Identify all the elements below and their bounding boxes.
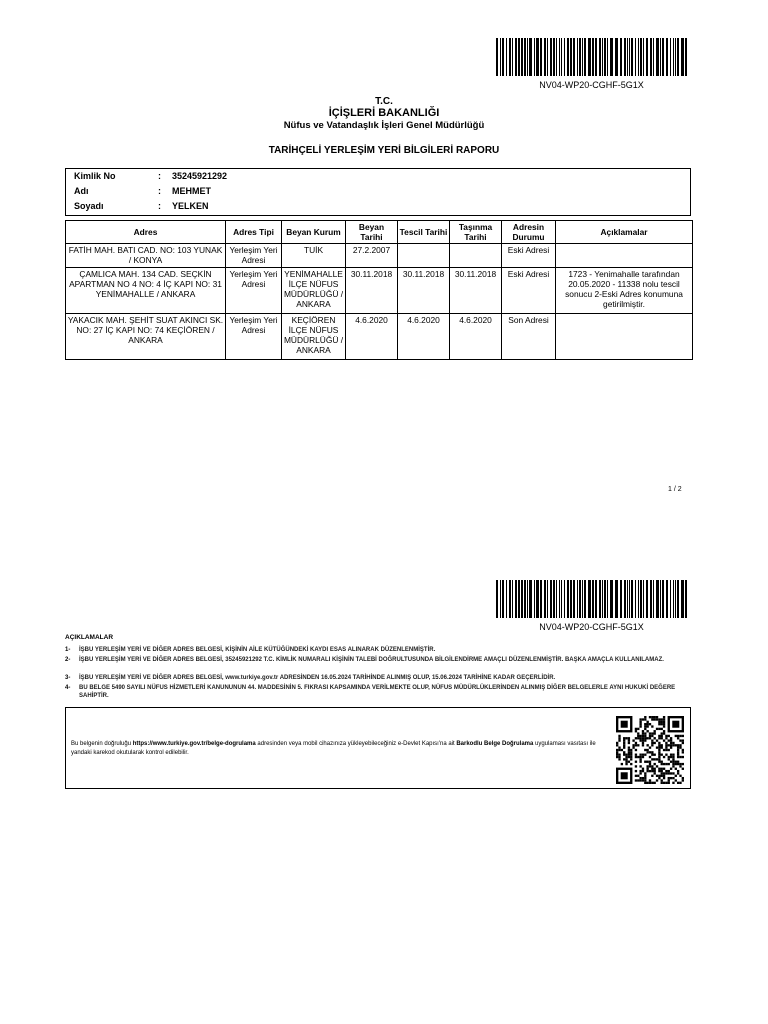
note-number: 1- bbox=[65, 647, 71, 653]
identity-box bbox=[65, 168, 691, 216]
cell-adresin-durumu: Eski Adresi bbox=[502, 244, 556, 268]
verification-text bbox=[71, 740, 611, 758]
cell-adres: YAKACIK MAH. ŞEHİT SUAT AKINCI SK. NO: 27 İÇ KAPI NO: 74 KEÇİÖREN / ANKARA bbox=[66, 314, 226, 360]
verification-box bbox=[65, 707, 691, 789]
notes-title: AÇIKLAMALAR bbox=[65, 634, 114, 641]
report-title: TARİHÇELİ YERLEŞİM YERİ BİLGİLERİ RAPORU bbox=[268, 145, 500, 156]
barcode-code-top: NV04-WP20-CGHF-5G1X bbox=[539, 80, 644, 90]
column-header-adresin-durumu: Adresin Durumu bbox=[502, 221, 556, 244]
cell-aciklamalar: 1723 - Yenimahalle tarafından 20.05.2020 - 11338 nolu tescil sonucu 2-Eski Adres konumuna getirilmiştir. bbox=[556, 268, 693, 314]
barcode-bottom bbox=[496, 580, 687, 618]
cell-beyan-kurum: TUİK bbox=[282, 244, 346, 268]
cell-beyan-kurum: KEÇİÖREN İLÇE NÜFUS MÜDÜRLÜĞÜ / ANKARA bbox=[282, 314, 346, 360]
verification-text-part: adresinden veya mobil cihazınıza yükleyebileceğiniz e-Devlet Kapısı'na ait bbox=[255, 741, 457, 747]
note-item bbox=[65, 685, 695, 701]
page-number: 1 / 2 bbox=[668, 486, 682, 493]
column-header-adres: Adres bbox=[66, 221, 226, 244]
table-row bbox=[66, 244, 693, 268]
verification-url[interactable]: https://www.turkiye.gov.tr/belge-dogrulama bbox=[132, 741, 256, 747]
verification-app-name: Barkodlu Belge Doğrulama bbox=[456, 741, 534, 747]
note-item bbox=[65, 657, 695, 673]
qr-code bbox=[616, 716, 684, 784]
identity-label: Kimlik No bbox=[74, 171, 116, 181]
identity-label: Soyadı bbox=[74, 201, 104, 211]
cell-aciklamalar bbox=[556, 244, 693, 268]
address-history-table bbox=[65, 220, 693, 360]
note-text: BU BELGE 5490 SAYILI NÜFUS HİZMETLERİ KANUNUNUN 44. MADDESİNİN 5. FIKRASI KAPSAMINDA VERİLMEKTE OLUP, NÜFUS MÜDÜRLÜKLERİNDEN ALINMIŞ DİĞER BELGELERLE AYNI HUKUKİ DEĞERE SAHİPTİR. bbox=[79, 685, 676, 699]
note-text: İŞBU YERLEŞİM YERİ VE DİĞER ADRES BELGESİ, www.turkiye.gov.tr ADRESİNDEN 16.05.2024 TARİHİNDE ALINMIŞ OLUP, 15.06.2024 TARİHİNE KADAR GEÇERLİDİR. bbox=[79, 675, 556, 681]
identity-value: 35245921292 bbox=[172, 171, 228, 181]
cell-aciklamalar bbox=[556, 314, 693, 360]
directorate-heading: Nüfus ve Vatandaşlık İşleri Genel Müdürlüğü bbox=[283, 120, 485, 131]
column-header-beyan-kurum: Beyan Kurum bbox=[282, 221, 346, 244]
identity-colon: : bbox=[158, 186, 161, 196]
cell-adres-tipi: Yerleşim Yeri Adresi bbox=[226, 244, 282, 268]
verification-text-part: uygulaması vasıtası ile yandaki karekod okutularak kontrol edilebilir. bbox=[71, 741, 596, 756]
note-number: 2- bbox=[65, 657, 71, 663]
cell-beyan-tarihi: 30.11.2018 bbox=[346, 268, 398, 314]
column-header-aciklamalar: Açıklamalar bbox=[556, 221, 693, 244]
note-number: 3- bbox=[65, 675, 71, 681]
column-header-beyan-tarihi: Beyan Tarihi bbox=[346, 221, 398, 244]
barcode-code-bottom: NV04-WP20-CGHF-5G1X bbox=[539, 622, 644, 632]
note-item bbox=[65, 675, 695, 683]
note-text: İŞBU YERLEŞİM YERİ VE DİĞER ADRES BELGESİ, KİŞİNİN AİLE KÜTÜĞÜNDEKİ KAYDI ESAS ALINARAK DÜZENLENMİŞTİR. bbox=[79, 647, 436, 653]
column-header-tescil-tarihi: Tescil Tarihi bbox=[398, 221, 450, 244]
column-header-tasinma-tarihi: Taşınma Tarihi bbox=[450, 221, 502, 244]
cell-adresin-durumu: Son Adresi bbox=[502, 314, 556, 360]
cell-adresin-durumu: Eski Adresi bbox=[502, 268, 556, 314]
identity-value: MEHMET bbox=[172, 186, 211, 196]
cell-adres-tipi: Yerleşim Yeri Adresi bbox=[226, 268, 282, 314]
cell-tasinma-tarihi: 4.6.2020 bbox=[450, 314, 502, 360]
identity-value: YELKEN bbox=[172, 201, 209, 211]
note-text: İŞBU YERLEŞİM YERİ VE DİĞER ADRES BELGESİ, 35245921292 T.C. KİMLİK NUMARALI KİŞİNİN TALEBİ DOĞRULTUSUNDA BİLGİLENDİRME AMAÇLI DÜZENLENMİŞTİR. BAŞKA AMAÇLA KULLANILAMAZ. bbox=[79, 657, 664, 663]
cell-tasinma-tarihi: 30.11.2018 bbox=[450, 268, 502, 314]
cell-tasinma-tarihi bbox=[450, 244, 502, 268]
table-row bbox=[66, 314, 693, 360]
identity-colon: : bbox=[158, 201, 161, 211]
cell-adres: ÇAMLICA MAH. 134 CAD. SEÇKİN APARTMAN NO 4 NO: 4 İÇ KAPI NO: 31 YENİMAHALLE / ANKARA bbox=[66, 268, 226, 314]
cell-tescil-tarihi bbox=[398, 244, 450, 268]
cell-adres-tipi: Yerleşim Yeri Adresi bbox=[226, 314, 282, 360]
note-item bbox=[65, 647, 695, 655]
identity-colon: : bbox=[158, 171, 161, 181]
ministry-heading: İÇİŞLERİ BAKANLIĞI bbox=[328, 107, 440, 119]
cell-adres: FATİH MAH. BATI CAD. NO: 103 YUNAK / KONYA bbox=[66, 244, 226, 268]
barcode-top bbox=[496, 38, 687, 76]
column-header-adres-tipi: Adres Tipi bbox=[226, 221, 282, 244]
table-header-row bbox=[66, 221, 693, 244]
cell-beyan-tarihi: 27.2.2007 bbox=[346, 244, 398, 268]
table-row bbox=[66, 268, 693, 314]
note-number: 4- bbox=[65, 685, 71, 691]
tc-heading: T.C. bbox=[375, 96, 393, 107]
cell-tescil-tarihi: 4.6.2020 bbox=[398, 314, 450, 360]
cell-beyan-kurum: YENİMAHALLE İLÇE NÜFUS MÜDÜRLÜĞÜ / ANKARA bbox=[282, 268, 346, 314]
cell-tescil-tarihi: 30.11.2018 bbox=[398, 268, 450, 314]
verification-text-part: Bu belgenin doğruluğu bbox=[71, 741, 133, 747]
identity-label: Adı bbox=[74, 186, 89, 196]
cell-beyan-tarihi: 4.6.2020 bbox=[346, 314, 398, 360]
